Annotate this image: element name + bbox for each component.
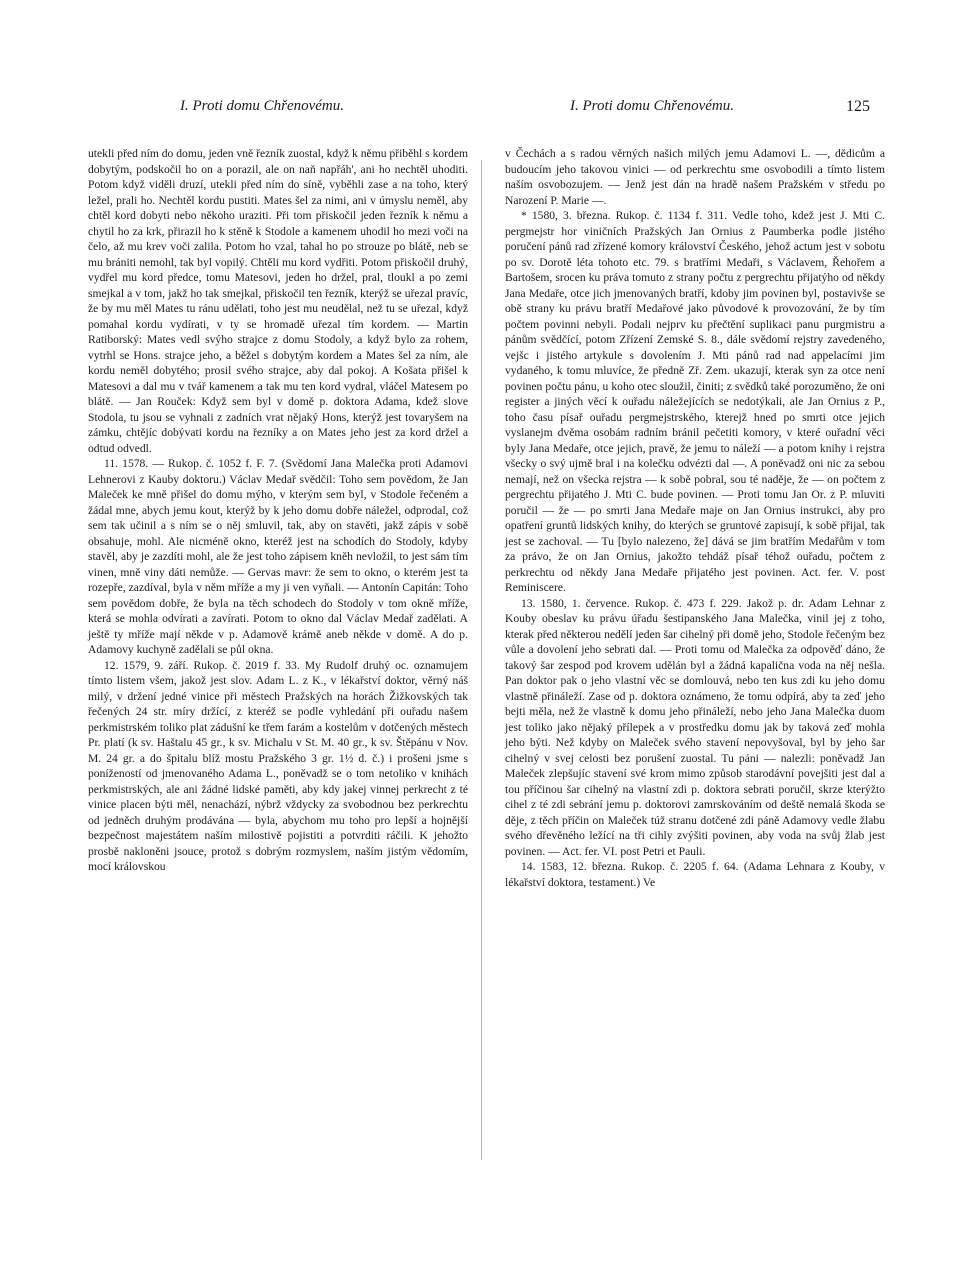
paragraph-entry-14: 14. 1583, 12. března. Rukop. č. 2205 f. 64. (Adama Lehnara z Kouby, v lékařství doktora, testament.) Ve [505, 860, 885, 889]
paragraph-entry-13: 13. 1580, 1. července. Rukop. č. 473 f. 229. Jakož p. dr. Adam Lehnar z Kouby obeslav ku právu úřadu šestipanského Jana Malečka, vinil jej z toho, kterak před některou nedělí jeden šar cihelný při domě jeho, Stodole řečeným bez vůle a dovolení jeho sebrati dal. — Proti tomu od Malečka za odpověď dáno, že takový šar zespod pod krovem udělán byl a žádná kapalična voda na něj nešla. Pan doktor pak o jeho vlastní věc se domlouvá, nebo ten kus zdi ku jeho domu vlastně přináleží. Zase od p. doktora oznámeno, že tomu odpírá, aby ta zeď jeho bejti měla, než že vlastně k domu jeho přináleží, nebo jeho Jana Malečka duom jest toliko jako nějaký přílepek a v prostředku domu jak by taková zeď mohla jeho býti. Než kdyby on Maleček svého stavení nepovyšoval, byl by jeho šar cihelný v svej celosti bez porušení zuostal. Tu páni — nalezli: poněvadž Jan Maleček zlepšujíc stavení své krom mimo způsob starodávní povejšiti jest dal a tou příčinou šar cihelný na vlastní zdi p. doktora sebrati poručil, skrze kterýžto cihel z té zdi sebrání jemu p. doktorovi zamrskováním od deště nemalá škoda se děje, z těch příčin on Maleček túž stranu dotčené zdi páně Adamovy vedle žlabu svého dřevěného ležící na tři cihly zvýšiti povinen, aby voda na svůj žlab jest povinen. — Act. fer. VI. post Petri et Pauli. [505, 596, 885, 858]
running-title-right: I. Proti domu Chřenovému. [570, 98, 735, 114]
paragraph-entry-11: 11. 1578. — Rukop. č. 1052 f. F. 7. (Svědomí Jana Malečka proti Adamovi Lehnerovi z Kauby doktoru.) Václav Medař svědčil: Toho sem povědom, že Jan Maleček ke mně přišel do domu mýho, v kterým sem byl, v Stodole řečeném a žádal mne, abych jemu kout, kterýž by k jeho domu dobře náležel, odprodal, což sem tak učinil a s ním se o něj smluvil, tak, aby on stavěti, jakž zápis v sobě obsahuje, mohl. Ale nicméně okno, kteréž jest na schodích do Stodoly, kdyby stavěl, aby je zazdíti mohl, ale že jest toho zápisem kněh nevložil, to jest sám tím vinen, mně viny dáti nemůže. — Gervas mavr: že sem to okno, o kterém jest ta rozepře, zazdíval, byla v něm mříže a my ji ven vyňali. — Antonín Capitán: Toho sem povědom dobře, že byla na těch schodech do Stodoly v tom okně mříže, která se mohla odvírati a zavírati. Potom to okno dal Václav Medař zadělati. A ještě ty mříže mají někde v p. Adamově krámě aneb někde v domě. A do p. Adamovy kuchyně zadělali se půl okna. [88, 457, 468, 656]
right-column [505, 146, 885, 890]
paragraph-continued: utekli před ním do domu, jeden vně řezník zuostal, když k němu přiběhl s kordem dobytým, podskočil ho on a porazil, ale on naň napřáh', ani ho nechtěl uhoditi. Potom když viděli druzí, utekli před ním do síně, vyběhli zase a na toho, který ležel, prali ho. Nechtěl kordu pustiti. Mates šel za nimi, ani v úmyslu neměl, aby chtěl kord dobyti nebo někoho uraziti. Při tom přiskočil jeden řezník k němu a chytil ho za krk, přirazil ho k stěně k Stodole a kamenem uhodil ho mezi voči na čelo, až mu krev voči zalila. Potom ho vzal, tahal ho po strouze po blátě, neb se mu brániti nemohl, tak byl vopilý. Chtěli mu kord vydřiti. Potom přiskočil druhý, vydřel mu kord předce, tomu Matesovi, jeden ho držel, pral, tloukl a po zemi smejkal a v tom, jakž ho tak smejkal, přiskočil ten řezník, kterýž se uřezal pravíc, že by mu měl Mates tu ránu udělati, toho jest mu neudělal, než tu se uřezal, když pomahal kordu vydírati, v ty se hromadě uřezal tím kordem. — Martin Ratiborský: Mates vedl svýho strajce z domu Stodoly, a když bylo za rohem, vytrhl se Hons. strajce jeho, a běžel s dobytým kordem a Mates šel za ním, ale kordu neměl dobytého; prosil svého strajce, aby dal pokoj. A Košata přišel k Matesovi a dal mu v tvář kamenem a tak mu ten kord vydral, vláčel Matesem po blátě. — Jan Rouček: Když sem byl v domě p. doktora Adama, kdež slove Stodola, tu jsou se vyhnali z zadních vrat nějaký Hons, kterýž jest tovaryšem na zámku, chtějíc dobývati kordu na řezníky a on Mates jeho jest za kord držel a odtud odvedl. [88, 147, 468, 455]
running-title-left: I. Proti domu Chřenovému. [180, 98, 345, 114]
running-header [88, 98, 870, 118]
paragraph-entry-1580-march: * 1580, 3. března. Rukop. č. 1134 f. 311. Vedle toho, kdež jest J. Mti C. pergmejstr hor viničních Pražských Jan Ornius z Paumberka podle jistého poručení pánů rad zřízené komory království Českého, jehož actum jest v sobotu po sv. Dorotě léta tohoto etc. 79. s bratřími Medaři, s Václavem, Řehořem a Bartošem, srocen ku práva tomuto z strany počtu z pergrechtu přijatýho od někdy Jana Medaře, otce jich jmenovaných bratří, kdoby jim povinen byl, postavivše se obě strany ku právu bratří Medařové jako původové k provozování, že by tím počtem povinni nebyli. Podali nejprv ku přečtění suplikaci panu purgmistru a pánům svědčící, potom Zřízení Zemské S. 8., dále svědomí rejstry zavedeného, vejšc i jistého artykule s dovolením J. Mti pánů rad nad appelacími jim vydaného, k tomu mluvíce, že předně Zř. Zem. ukazují, kterak syn za otce není povinen počtu pánu, u koho otec sloužil, činiti; z svědků také porozuměno, že oni register a jiných věcí k ouřadu náležejících se nedotýkali, ale Jan Ornius z P., toho času písař ouřadu pergmejstrského, kterejž hned po smrti otce jejich vyslanejm dvěma osobám radním bránil pečetiti komory, v které ouřadní věci byly Jana Medaře, otce jejich, pravě, že jemu to náleží — a potom knihy i rejstra všecky o svý ujmě bral i na kolečku odvézti dal —. A poněvadž oni nic za sebou nemají, než on všecka rejstra — k sobě pobral, sou té naděje, že — on počtem z pergrechtu přijatého J. Mti C. bude povinen. — Proti tomu Jan Or. z P. mluviti poručil — že — po smrti Jana Medaře maje on Jan Ornius instrukci, aby pro opatření gruntů lidských knihy, do kterých se gruntové zapisují, k sobě přijal, tak jest se zachoval. — Tu [bylo nalezeno, že] dává se jim bratřím Medařům v tom za právo, že on Jan Ornius, jakožto tehdáž písař téhož ouřadu, počtem z perkrechtu od někdy Jana Medaře přijatého jest povinen. Act. fer. V. post Reminiscere. [505, 209, 885, 594]
paragraph-continued-right: v Čechách a s radou věrných našich milých jemu Adamovi L. —, dědicům a budoucím jeho takovou vinici — od perkrechtu sme osvobodili a tímto listem naším osvobozujem. — Jenž jest dán na hradě našem Pražském v středu po Narození P. Marie —. [505, 147, 885, 207]
paragraph-entry-12: 12. 1579, 9. září. Rukop. č. 2019 f. 33. My Rudolf druhý oc. oznamujem tímto listem všem, jakož jest slov. Adam L. z K., v lékařství doktor, věrný náš milý, v držení jedné vinice při městech Pražských na horách Žižkovských tak řečených 24 str. míry držící, z kteréž se podle vyhledání při ouřadu našem perkmistrském toliko plat zádušní ke třem farám a kostelům v dotčených městech Pr. platí (k sv. Haštalu 45 gr., k sv. Michalu v St. M. 40 gr., k sv. Štěpánu v Nov. M. 24 gr. a do špitalu blíž mostu Pražského 3 gr. 1½ d. č.) i prošeni jsme s ponížeností od jmenovaného Adama L., poněvadž se o tom netoliko v knihách perkmistrských, ale ani žádné lidské paměti, aby kdy jakej vinnej perkrecht z té vinice placen býti měl, nenachází, nýbrž vždycky za svobodnou bez perkrechtu od jedněch druhým prodávána — byla, abychom mu toho pro lepší a hojnější bezpečnost majestátem naším milostivě pojistiti a potvrditi ráčili. K jehožto prosbě nakloněni jsouce, protož s dobrým rozmyslem, naším jistým vědomím, mocí královskou [88, 658, 468, 873]
page-number: 125 [846, 98, 870, 115]
column-divider [481, 160, 482, 1160]
left-column [88, 146, 468, 875]
